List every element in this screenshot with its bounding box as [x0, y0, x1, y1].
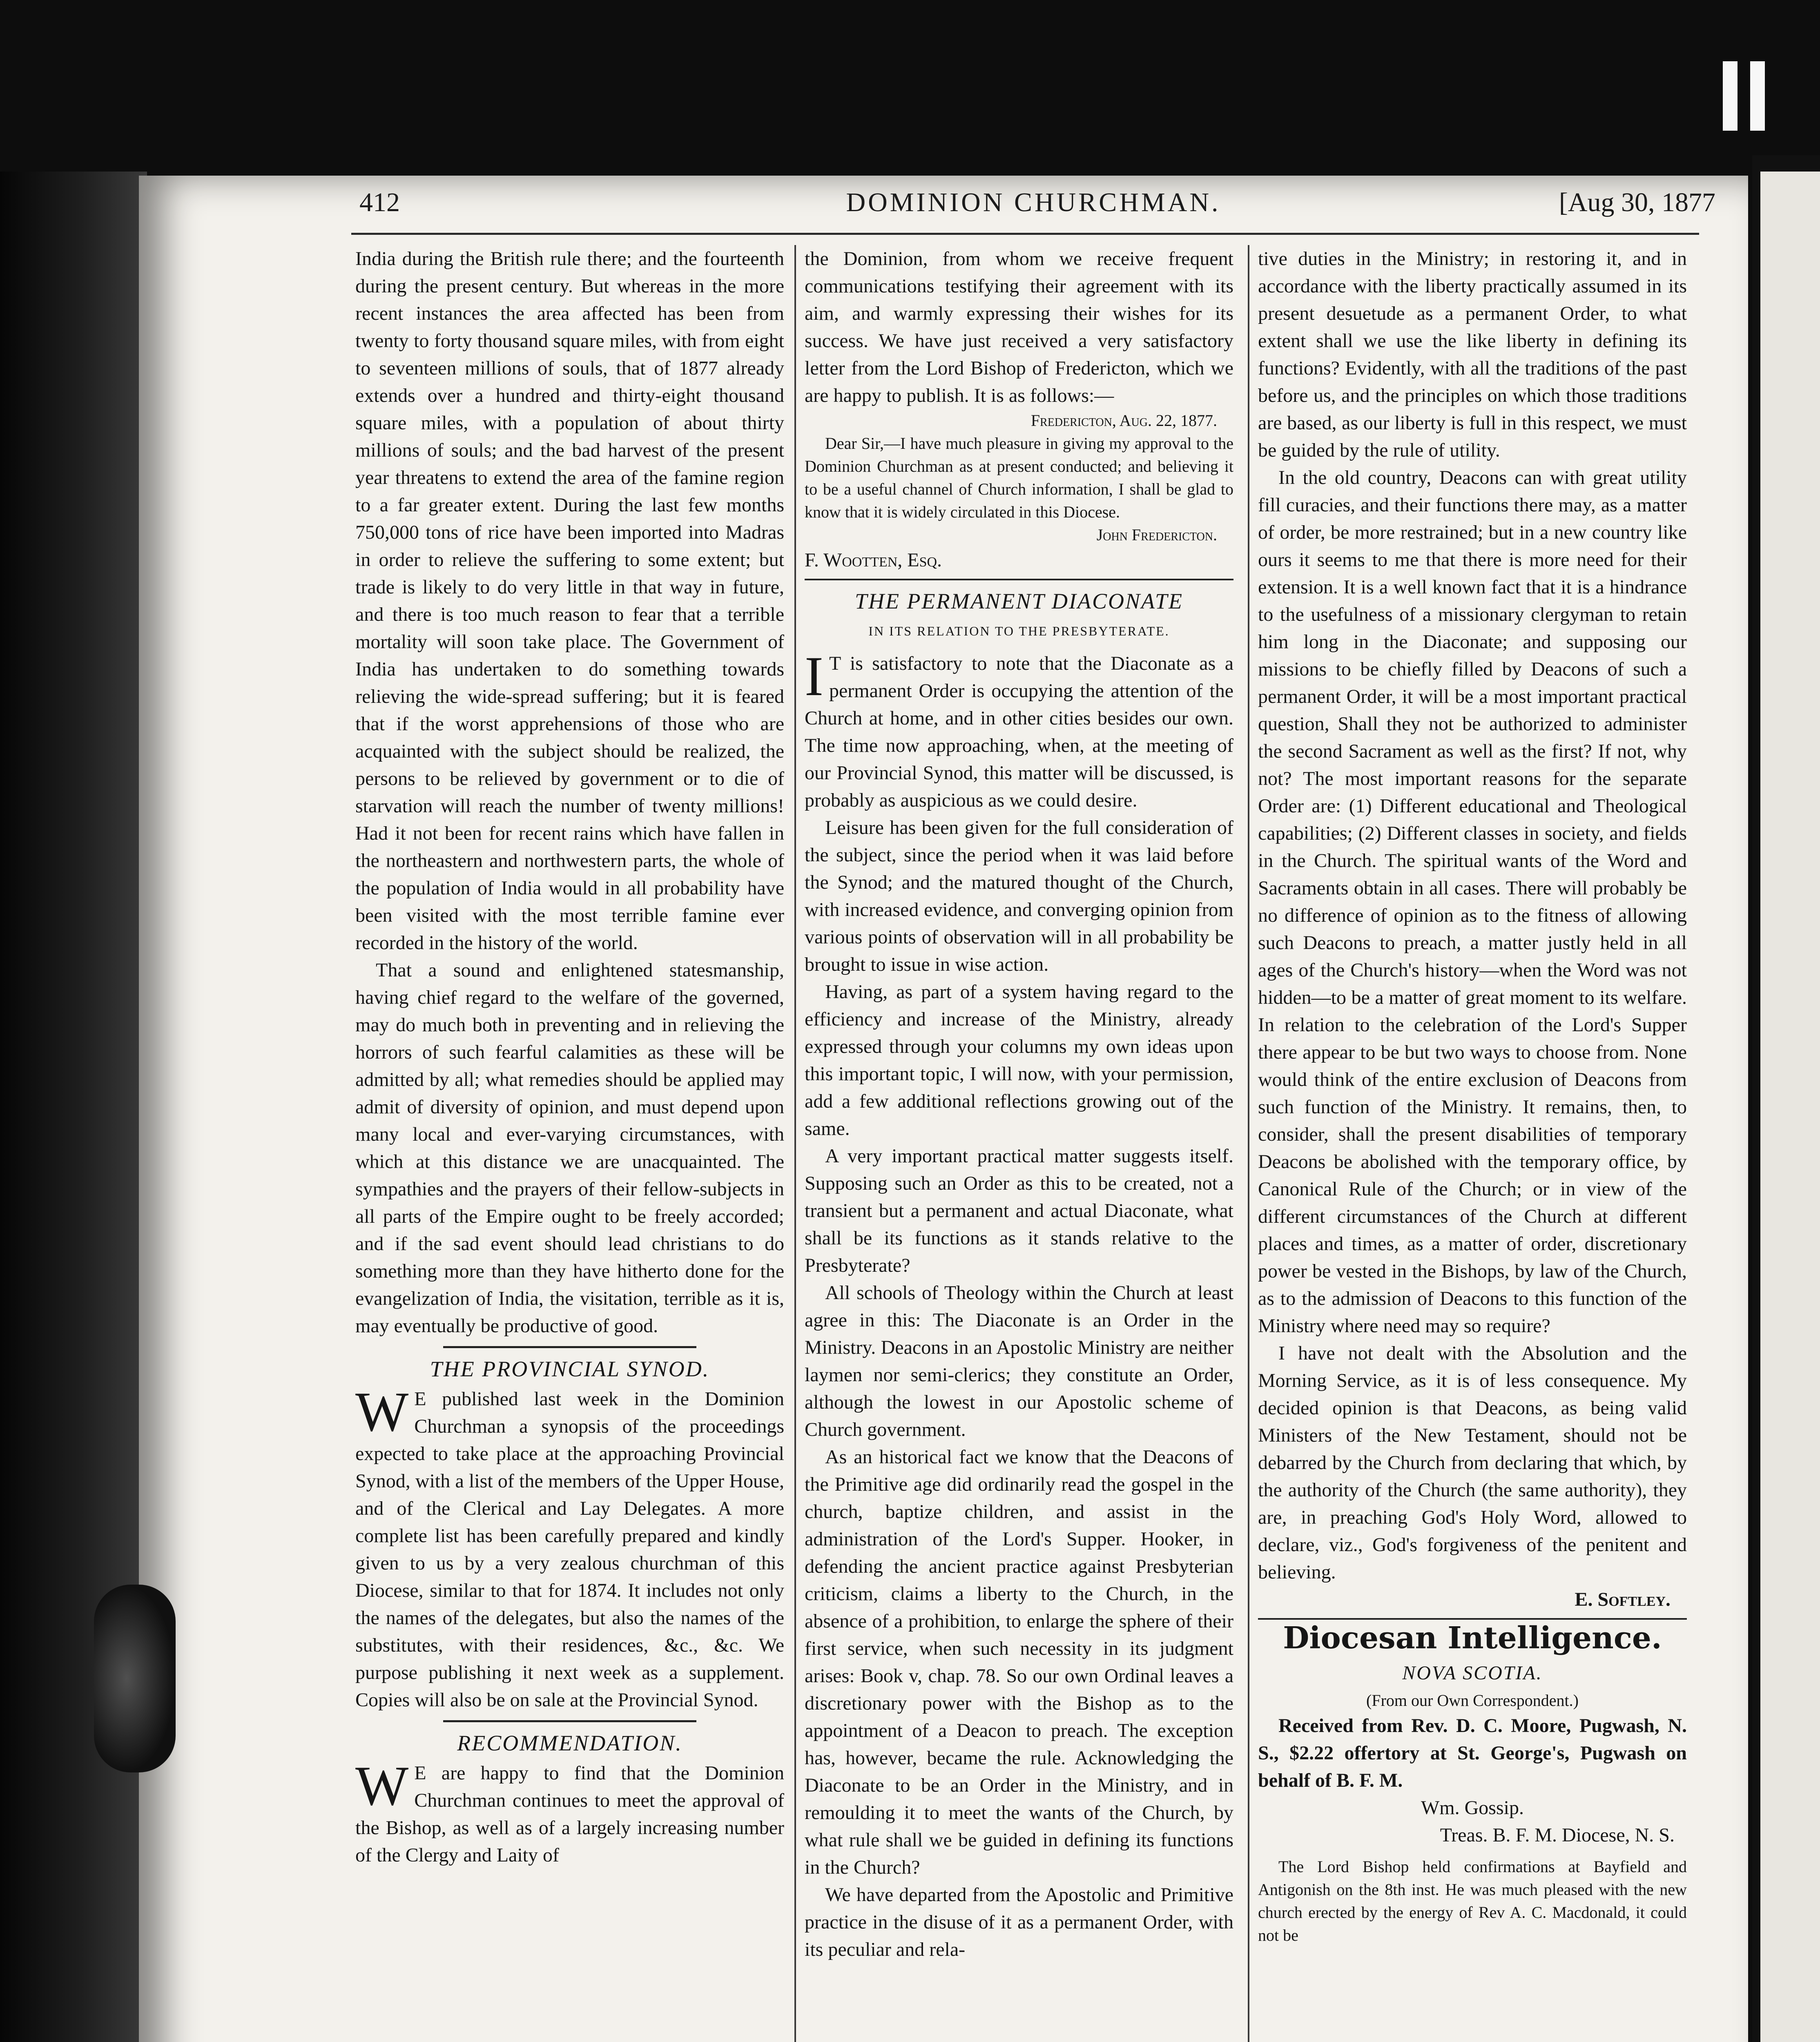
- issue-date: [Aug 30, 1877: [1559, 187, 1715, 217]
- diaconate-continued-3: I have not dealt with the Absolution and the Morning Service, as it is of less consequence. My decided opinion is that Deacons, as being valid Ministers of the New Testament, should not be debarred by the Church from declaring that which, by the authority of the Church (the same authority), they are, in preaching God's Holy Word, allowed to declare, viz., God's forgiveness of the penitent and believing.: [1258, 1342, 1687, 1583]
- recommendation-continued: the Dominion, from whom we receive frequent communications testifying their agreement with its aim, and warmly expressing their wishes for its success. We have just received a very satisfactory letter from the Lord Bishop of Fredericton, which we are happy to publish. It is as follows:—: [805, 248, 1233, 406]
- diaconate-continued-1: tive duties in the Ministry; in restoring it, and in accordance with the liberty practically assumed in its present desuetude as a permanent Order, to what extent shall we use the like liberty in defining its functions? Evidently, with all the traditions of the past before us, and the principles on which those traditions are based, as our liberty is full in this respect, we must be guided by the rule of utility.: [1258, 248, 1687, 461]
- letter-addressee: F. Wootten, Esq.: [805, 549, 942, 571]
- calibration-bar: [1750, 61, 1765, 131]
- column-1: [355, 245, 784, 1869]
- drop-cap: W: [355, 1754, 409, 1817]
- nova-scotia-heading: NOVA SCOTIA.: [1402, 1662, 1543, 1684]
- treasurer-title: Treas. B. F. M. Diocese, N. S.: [1440, 1824, 1675, 1846]
- section-divider: [443, 1720, 696, 1722]
- diaconate-paragraph-1: [805, 645, 1233, 814]
- provincial-synod-text: E published last week in the Dominion Churchman a synopsis of the proceedings expected to take place at the approaching Provincial Synod, with a list of the members of the Upper House, and of the Clerical and Lay Delegates. A more complete list has been carefully prepared and kindly given to us by a very zealous churchman of this Diocese, similar to that for 1874. It includes not only the names of the delegates, but also the names of the substitutes, with their residences, &c., &c. We purpose publishing it next week as a supplement. Copies will also be on sale at the Provincial Synod.: [355, 1388, 784, 1711]
- diaconate-paragraph-4: A very important practical matter suggests itself. Supposing such an Order as this to be created, not a transient but a permanent and actual Diaconate, what shall be its functions as it stands relative to the Presbyterate?: [805, 1145, 1233, 1276]
- diaconate-paragraph-6: As an historical fact we know that the Deacons of the Primitive age did ordinarily read the gospel in the church, baptize children, and assist in the administration of the Lord's Supper. Hooker, in defending the ancient practice against Presbyterian criticism, claims a liberty to the Church, in the absence of a prohibition, to enlarge the sphere of their first service, when such necessity in its judgment arises: Book v, chap. 78. So our own Ordinal leaves a discretionary power with the Bishop as to the appointment of a Deacon to preach. The exception has, however, became the rule. Acknowledging the Diaconate to be an Order in the Ministry, and in remoulding it to meet the wants of the Church, by what rule shall we be guided in defining its functions in the Church?: [805, 1446, 1233, 1878]
- diaconate-paragraph-2: Leisure has been given for the full consideration of the subject, since the period when it was laid before the Synod; and the matured thought of the Church, with increased evidence, and converging opinion from various points of observation will in all probability be brought to issue in wise action.: [805, 817, 1233, 975]
- diaconate-continued-2: In the old country, Deacons can with great utility fill curacies, and their functions there may, as a matter of order, be more restrained; but in a new country like ours it seems to me that there is more need for their extension. It is a well known fact that it is a hindrance to the usefulness of a missionary clergyman to retain him long in the Diaconate; and supposing our missions to be chiefly filled by Deacons of such a permanent Order, it will be a most important practical question, Shall they not be authorized to administer the second Sacrament as well as the first? If not, why not? The most important reasons for the separate Order are: (1) Different educational and Theological capabilities; (2) Different classes in society, and fields in the Church. The spiritual wants of the Word and Sacraments obtain in all cases. There will probably be no difference of opinion as to the fitness of allowing such Deacons to preach, a matter justly held in all ages of the Church's history—when the Word was not hidden—to be a matter of great moment to its welfare. In relation to the celebration of the Lord's Supper there appear to be but two ways to choose from. None would think of the entire exclusion of Deacons from such function of the Ministry. It remains, then, to consider, shall the present disabilities of temporary Deacons be abolished with the temporary office, by Canonical Rule of the Church; or in view of the different circumstances of the Church at different places and times, as a matter of order, discretionary power be vested in the Bishops, by law of the Church, as to the admission of Deacons to this function of the Ministry where need may so require?: [1258, 467, 1687, 1337]
- recommendation-text: E are happy to find that the Dominion Churchman continues to meet the approval of the Bishop, as well as of a largely increasing number of the Clergy and Laity of: [355, 1762, 784, 1866]
- masthead: DOMINION CHURCHMAN.: [846, 187, 1221, 217]
- facing-page: [1760, 172, 1820, 2042]
- letter-signature: John Fredericton.: [1096, 526, 1217, 544]
- letter-body: Dear Sir,—I have much pleasure in giving my approval to the Dominion Churchman as at present conducted; and believing it to be a useful channel of Church information, I shall be glad to know that it is widely circulated in this Diocese.: [805, 434, 1233, 521]
- section-divider: [443, 1346, 696, 1348]
- treasurer-name: Wm. Gossip.: [1421, 1797, 1524, 1819]
- provincial-synod-article: [355, 1380, 784, 1714]
- diocesan-intelligence-heading: Diocesan Intelligence.: [1283, 1621, 1662, 1656]
- section-divider: [1258, 1618, 1687, 1620]
- diaconate-heading: THE PERMANENT DIACONATE: [854, 589, 1183, 613]
- nova-scotia-paragraph-2: The Lord Bishop held confirmations at Bayfield and Antigonish on the 8th inst. He was much pleased with the new church erected by the energy of Rev A. C. Macdonald, it could not be: [1258, 1857, 1687, 1944]
- famine-paragraph-1: India during the British rule there; and the fourteenth during the present century. But whereas in the more recent instances the area affected has been from twenty to forty thousand square miles, with from eight to seventeen millions of souls, that of 1877 already extends over a hundred and thirty-eight thousand square miles, with a population of about thirty millions of souls; and the bad harvest of the present year threatens to extend the area of the famine region to a far greater extent. During the last few months 750,000 tons of rice have been imported into Madras in order to relieve the suffering to some extent; but trade is likely to do very little in that way in future, and there is too much reason to fear that a terrible mortality will soon take place. The Government of India has undertaken to do something towards relieving the wide-spread suffering; but it is feared that if the worst apprehensions of those who are acquainted with the subject should be realized, the persons to be relieved by government or to die of starvation will reach the number of twenty millions! Had it not been for recent rains which have fallen in the northeastern and northwestern parts, the whole of the population of India would in all probability have been visited with the most terrible famine ever recorded in the history of the world.: [355, 248, 784, 954]
- diaconate-paragraph-7: We have departed from the Apostolic and Primitive practice in the disuse of it as a permanent Order, with its peculiar and rela-: [805, 1884, 1233, 1960]
- diaconate-subheading: IN ITS RELATION TO THE PRESBYTERATE.: [868, 624, 1170, 638]
- diaconate-paragraph-5: All schools of Theology within the Church at least agree in this: The Diaconate is an Order in the Ministry. Deacons in an Apostolic Ministry are neither laymen nor semi-clerics; they constitute an Order, although the lowest in our Apostolic scheme of Church government.: [805, 1282, 1233, 1440]
- thumb-shadow: [94, 1585, 176, 1772]
- drop-cap: W: [355, 1380, 409, 1443]
- recommendation-article: [355, 1754, 784, 1869]
- correspondent-note: (From our Own Correspondent.): [1366, 1691, 1579, 1710]
- header-rule: [351, 233, 1699, 235]
- section-divider: [805, 579, 1233, 580]
- letter-date: Fredericton, Aug. 22, 1877.: [1030, 411, 1217, 430]
- diaconate-paragraph-3: Having, as part of a system having regard to the efficiency and increase of the Ministry, already expressed through your columns my own ideas upon this important topic, I will now, with your permission, add a few additional reflections growing out of the same.: [805, 981, 1233, 1139]
- calibration-bar: [1723, 61, 1737, 131]
- famine-paragraph-2: That a sound and enlightened statesmanship, having chief regard to the welfare of the governed, may do much both in preventing and in relieving the horrors of such fearful calamities as these will be admitted by all; what remedies should be applied may admit of diversity of opinion, and must depend upon many local and ever-varying circumstances, with which at this distance we are unacquainted. The sympathies and the prayers of their fellow-subjects in all parts of the Empire ought to be freely accorded; and if the sad event should lead christians to do something more than they have hitherto done for the evangelization of India, the visitation, terrible as it is, may eventually be productive of good.: [355, 959, 784, 1337]
- nova-scotia-paragraph-1: Received from Rev. D. C. Moore, Pugwash, N. S., $2.22 offertory at St. George's, Pugwash on behalf of B. F. M.: [1258, 1715, 1687, 1791]
- column-2: [805, 245, 1233, 1963]
- page-number: 412: [359, 187, 400, 217]
- diaconate-text-1: T is satisfactory to note that the Diaconate as a permanent Order is occupying the attention of the Church at home, and in other cities besides our own. The time now approaching, when, at the meeting of our Provincial Synod, this matter will be discussed, is probably as auspicious as we could desire.: [805, 653, 1233, 811]
- column-3: [1258, 245, 1687, 1947]
- provincial-synod-heading: THE PROVINCIAL SYNOD.: [430, 1357, 710, 1381]
- recommendation-heading: RECOMMENDATION.: [457, 1731, 682, 1755]
- column-rule: [1248, 245, 1249, 2042]
- drop-cap: I: [805, 645, 823, 707]
- column-rule: [794, 245, 796, 2042]
- article-signature: E. Softley.: [1575, 1589, 1671, 1610]
- page-header: [351, 187, 1715, 224]
